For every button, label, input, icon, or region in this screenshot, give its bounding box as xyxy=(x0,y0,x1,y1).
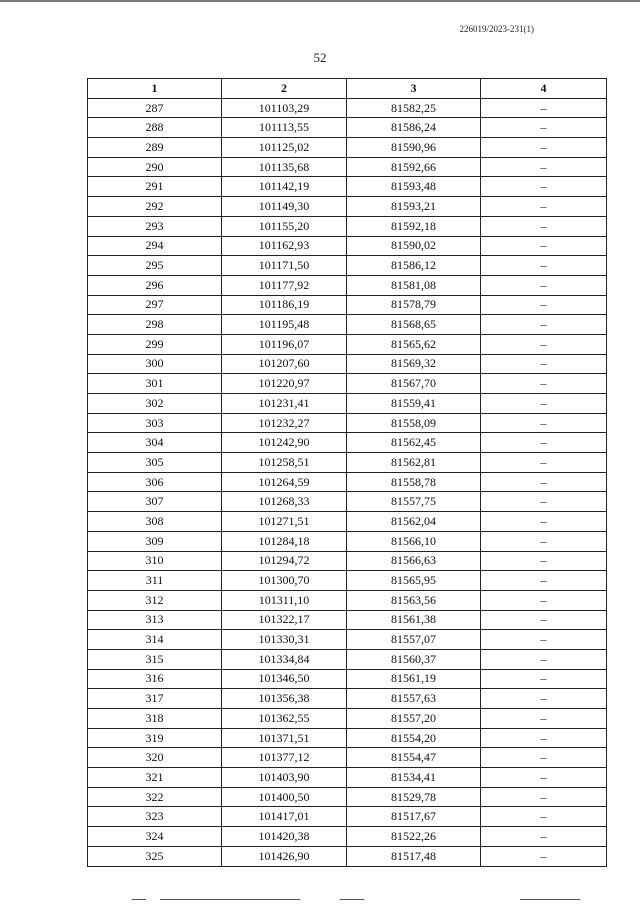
table-row xyxy=(88,551,607,571)
note-cell: – xyxy=(481,275,607,295)
point-number-cell: 308 xyxy=(88,512,222,532)
x-coordinate-cell: 101371,51 xyxy=(222,728,347,748)
top-border-line xyxy=(0,0,640,2)
table-row xyxy=(88,669,607,689)
note-cell: – xyxy=(481,236,607,256)
x-coordinate-cell: 101322,17 xyxy=(222,610,347,630)
table-header-row xyxy=(88,79,607,99)
x-coordinate-cell: 101264,59 xyxy=(222,472,347,492)
note-cell: – xyxy=(481,492,607,512)
table-row xyxy=(88,157,607,177)
table-row xyxy=(88,768,607,788)
y-coordinate-cell: 81593,48 xyxy=(347,177,481,197)
point-number-cell: 289 xyxy=(88,138,222,158)
table-row xyxy=(88,374,607,394)
x-coordinate-cell: 101417,01 xyxy=(222,807,347,827)
y-coordinate-cell: 81534,41 xyxy=(347,768,481,788)
y-coordinate-cell: 81557,07 xyxy=(347,630,481,650)
table-row xyxy=(88,197,607,217)
point-number-cell: 316 xyxy=(88,669,222,689)
table-row xyxy=(88,827,607,847)
point-number-cell: 323 xyxy=(88,807,222,827)
y-coordinate-cell: 81529,78 xyxy=(347,787,481,807)
x-coordinate-cell: 101125,02 xyxy=(222,138,347,158)
note-cell: – xyxy=(481,256,607,276)
point-number-cell: 290 xyxy=(88,157,222,177)
y-coordinate-cell: 81566,63 xyxy=(347,551,481,571)
point-number-cell: 291 xyxy=(88,177,222,197)
x-coordinate-cell: 101294,72 xyxy=(222,551,347,571)
x-coordinate-cell: 101207,60 xyxy=(222,354,347,374)
y-coordinate-cell: 81561,38 xyxy=(347,610,481,630)
table-row xyxy=(88,413,607,433)
x-coordinate-cell: 101334,84 xyxy=(222,649,347,669)
x-coordinate-cell: 101284,18 xyxy=(222,531,347,551)
x-coordinate-cell: 101149,30 xyxy=(222,197,347,217)
note-cell: – xyxy=(481,748,607,768)
y-coordinate-cell: 81517,67 xyxy=(347,807,481,827)
note-cell: – xyxy=(481,177,607,197)
table-row xyxy=(88,453,607,473)
x-coordinate-cell: 101220,97 xyxy=(222,374,347,394)
point-number-cell: 303 xyxy=(88,413,222,433)
x-coordinate-cell: 101268,33 xyxy=(222,492,347,512)
note-cell: – xyxy=(481,669,607,689)
point-number-cell: 301 xyxy=(88,374,222,394)
y-coordinate-cell: 81560,37 xyxy=(347,649,481,669)
y-coordinate-cell: 81586,24 xyxy=(347,118,481,138)
table-row xyxy=(88,649,607,669)
y-coordinate-cell: 81562,45 xyxy=(347,433,481,453)
y-coordinate-cell: 81557,75 xyxy=(347,492,481,512)
point-number-cell: 287 xyxy=(88,98,222,118)
note-cell: – xyxy=(481,472,607,492)
x-coordinate-cell: 101196,07 xyxy=(222,334,347,354)
x-coordinate-cell: 101356,38 xyxy=(222,689,347,709)
point-number-cell: 313 xyxy=(88,610,222,630)
y-coordinate-cell: 81581,08 xyxy=(347,275,481,295)
table-row xyxy=(88,512,607,532)
x-coordinate-cell: 101142,19 xyxy=(222,177,347,197)
point-number-cell: 309 xyxy=(88,531,222,551)
note-cell: – xyxy=(481,630,607,650)
table-row xyxy=(88,334,607,354)
point-number-cell: 318 xyxy=(88,709,222,729)
column-header-4: 4 xyxy=(481,79,607,99)
point-number-cell: 317 xyxy=(88,689,222,709)
x-coordinate-cell: 101155,20 xyxy=(222,216,347,236)
x-coordinate-cell: 101311,10 xyxy=(222,590,347,610)
y-coordinate-cell: 81566,10 xyxy=(347,531,481,551)
note-cell: – xyxy=(481,334,607,354)
note-cell: – xyxy=(481,374,607,394)
y-coordinate-cell: 81554,20 xyxy=(347,728,481,748)
y-coordinate-cell: 81569,32 xyxy=(347,354,481,374)
table-row xyxy=(88,315,607,335)
table-row xyxy=(88,433,607,453)
point-number-cell: 315 xyxy=(88,649,222,669)
point-number-cell: 310 xyxy=(88,551,222,571)
y-coordinate-cell: 81554,47 xyxy=(347,748,481,768)
x-coordinate-cell: 101377,12 xyxy=(222,748,347,768)
x-coordinate-cell: 101186,19 xyxy=(222,295,347,315)
y-coordinate-cell: 81565,62 xyxy=(347,334,481,354)
note-cell: – xyxy=(481,807,607,827)
note-cell: – xyxy=(481,138,607,158)
y-coordinate-cell: 81592,18 xyxy=(347,216,481,236)
point-number-cell: 304 xyxy=(88,433,222,453)
table-body xyxy=(88,98,607,866)
y-coordinate-cell: 81563,56 xyxy=(347,590,481,610)
note-cell: – xyxy=(481,216,607,236)
y-coordinate-cell: 81517,48 xyxy=(347,846,481,866)
table-row xyxy=(88,275,607,295)
note-cell: – xyxy=(481,512,607,532)
x-coordinate-cell: 101162,93 xyxy=(222,236,347,256)
point-number-cell: 321 xyxy=(88,768,222,788)
point-number-cell: 298 xyxy=(88,315,222,335)
note-cell: – xyxy=(481,787,607,807)
point-number-cell: 296 xyxy=(88,275,222,295)
column-header-1: 1 xyxy=(88,79,222,99)
table-row xyxy=(88,118,607,138)
x-coordinate-cell: 101103,29 xyxy=(222,98,347,118)
note-cell: – xyxy=(481,649,607,669)
y-coordinate-cell: 81590,02 xyxy=(347,236,481,256)
x-coordinate-cell: 101400,50 xyxy=(222,787,347,807)
x-coordinate-cell: 101403,90 xyxy=(222,768,347,788)
x-coordinate-cell: 101330,31 xyxy=(222,630,347,650)
note-cell: – xyxy=(481,394,607,414)
x-coordinate-cell: 101171,50 xyxy=(222,256,347,276)
y-coordinate-cell: 81561,19 xyxy=(347,669,481,689)
y-coordinate-cell: 81558,09 xyxy=(347,413,481,433)
x-coordinate-cell: 101242,90 xyxy=(222,433,347,453)
point-number-cell: 295 xyxy=(88,256,222,276)
note-cell: – xyxy=(481,571,607,591)
point-number-cell: 307 xyxy=(88,492,222,512)
note-cell: – xyxy=(481,157,607,177)
x-coordinate-cell: 101300,70 xyxy=(222,571,347,591)
note-cell: – xyxy=(481,315,607,335)
note-cell: – xyxy=(481,354,607,374)
note-cell: – xyxy=(481,610,607,630)
table-row xyxy=(88,610,607,630)
note-cell: – xyxy=(481,433,607,453)
table-row xyxy=(88,354,607,374)
x-coordinate-cell: 101135,68 xyxy=(222,157,347,177)
point-number-cell: 325 xyxy=(88,846,222,866)
note-cell: – xyxy=(481,846,607,866)
x-coordinate-cell: 101420,38 xyxy=(222,827,347,847)
table-row xyxy=(88,807,607,827)
point-number-cell: 312 xyxy=(88,590,222,610)
document-number: 226019/2023-231(1) xyxy=(459,24,534,34)
y-coordinate-cell: 81593,21 xyxy=(347,197,481,217)
note-cell: – xyxy=(481,453,607,473)
note-cell: – xyxy=(481,295,607,315)
point-number-cell: 288 xyxy=(88,118,222,138)
point-number-cell: 292 xyxy=(88,197,222,217)
y-coordinate-cell: 81565,95 xyxy=(347,571,481,591)
table-row xyxy=(88,531,607,551)
y-coordinate-cell: 81562,81 xyxy=(347,453,481,473)
coordinates-table xyxy=(87,78,607,867)
y-coordinate-cell: 81568,65 xyxy=(347,315,481,335)
y-coordinate-cell: 81586,12 xyxy=(347,256,481,276)
point-number-cell: 297 xyxy=(88,295,222,315)
table-row xyxy=(88,236,607,256)
table-row xyxy=(88,98,607,118)
note-cell: – xyxy=(481,197,607,217)
x-coordinate-cell: 101231,41 xyxy=(222,394,347,414)
x-coordinate-cell: 101362,55 xyxy=(222,709,347,729)
table-row xyxy=(88,590,607,610)
y-coordinate-cell: 81557,63 xyxy=(347,689,481,709)
y-coordinate-cell: 81559,41 xyxy=(347,394,481,414)
point-number-cell: 302 xyxy=(88,394,222,414)
x-coordinate-cell: 101258,51 xyxy=(222,453,347,473)
x-coordinate-cell: 101232,27 xyxy=(222,413,347,433)
point-number-cell: 311 xyxy=(88,571,222,591)
note-cell: – xyxy=(481,728,607,748)
note-cell: – xyxy=(481,531,607,551)
point-number-cell: 319 xyxy=(88,728,222,748)
x-coordinate-cell: 101346,50 xyxy=(222,669,347,689)
x-coordinate-cell: 101195,48 xyxy=(222,315,347,335)
table-row xyxy=(88,748,607,768)
column-header-3: 3 xyxy=(347,79,481,99)
point-number-cell: 320 xyxy=(88,748,222,768)
note-cell: – xyxy=(481,118,607,138)
table-row xyxy=(88,394,607,414)
point-number-cell: 322 xyxy=(88,787,222,807)
table-row xyxy=(88,256,607,276)
table-row xyxy=(88,295,607,315)
table-row xyxy=(88,571,607,591)
y-coordinate-cell: 81582,25 xyxy=(347,98,481,118)
note-cell: – xyxy=(481,827,607,847)
point-number-cell: 294 xyxy=(88,236,222,256)
point-number-cell: 306 xyxy=(88,472,222,492)
note-cell: – xyxy=(481,551,607,571)
y-coordinate-cell: 81592,66 xyxy=(347,157,481,177)
note-cell: – xyxy=(481,590,607,610)
table-row xyxy=(88,709,607,729)
point-number-cell: 293 xyxy=(88,216,222,236)
point-number-cell: 324 xyxy=(88,827,222,847)
table-row xyxy=(88,472,607,492)
table-row xyxy=(88,492,607,512)
y-coordinate-cell: 81578,79 xyxy=(347,295,481,315)
point-number-cell: 299 xyxy=(88,334,222,354)
point-number-cell: 305 xyxy=(88,453,222,473)
table-row xyxy=(88,216,607,236)
bottom-scan-marks xyxy=(0,896,640,905)
table-row xyxy=(88,630,607,650)
table-row xyxy=(88,728,607,748)
point-number-cell: 300 xyxy=(88,354,222,374)
x-coordinate-cell: 101177,92 xyxy=(222,275,347,295)
y-coordinate-cell: 81567,70 xyxy=(347,374,481,394)
note-cell: – xyxy=(481,768,607,788)
y-coordinate-cell: 81562,04 xyxy=(347,512,481,532)
y-coordinate-cell: 81522,26 xyxy=(347,827,481,847)
table-row xyxy=(88,177,607,197)
point-number-cell: 314 xyxy=(88,630,222,650)
x-coordinate-cell: 101113,55 xyxy=(222,118,347,138)
table-row xyxy=(88,138,607,158)
note-cell: – xyxy=(481,413,607,433)
y-coordinate-cell: 81557,20 xyxy=(347,709,481,729)
note-cell: – xyxy=(481,709,607,729)
x-coordinate-cell: 101271,51 xyxy=(222,512,347,532)
note-cell: – xyxy=(481,98,607,118)
y-coordinate-cell: 81558,78 xyxy=(347,472,481,492)
y-coordinate-cell: 81590,96 xyxy=(347,138,481,158)
page-number: 52 xyxy=(313,50,327,65)
note-cell: – xyxy=(481,689,607,709)
x-coordinate-cell: 101426,90 xyxy=(222,846,347,866)
column-header-2: 2 xyxy=(222,79,347,99)
table-row xyxy=(88,787,607,807)
table-row xyxy=(88,689,607,709)
table-row xyxy=(88,846,607,866)
